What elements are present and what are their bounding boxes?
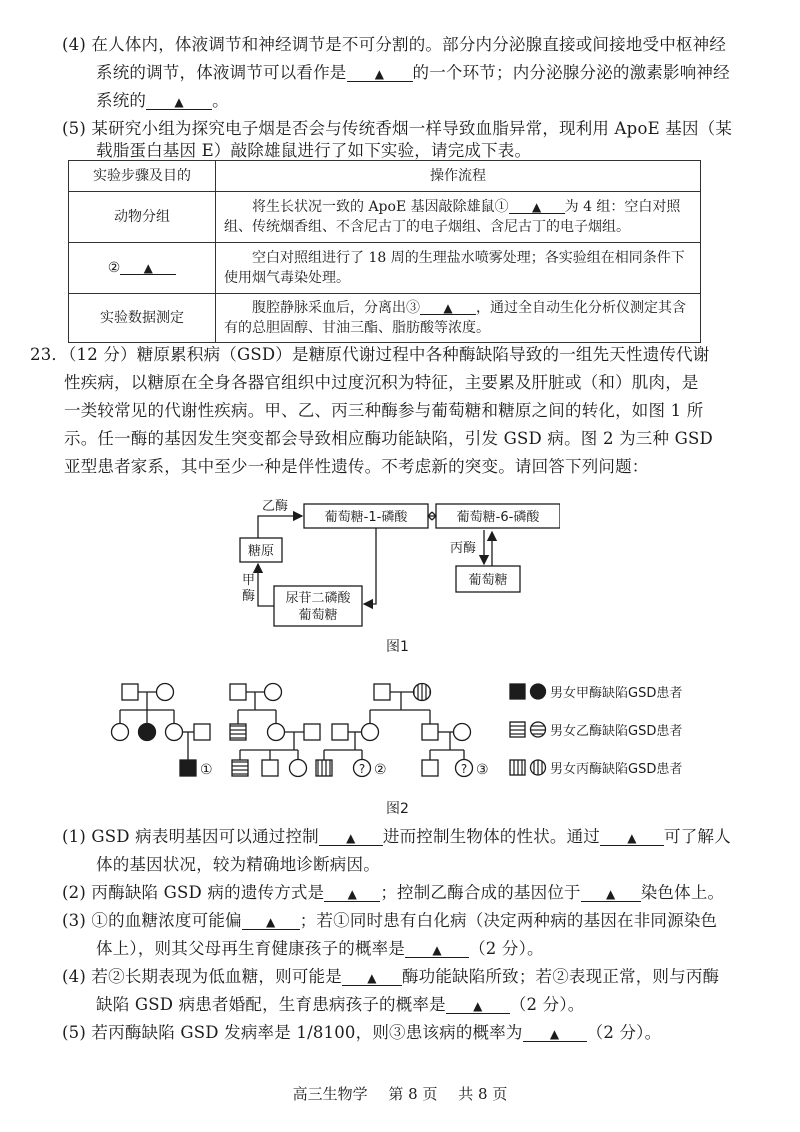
answer-blank[interactable]: ▲ — [146, 90, 212, 110]
q23-intro-line3: 一类较常见的代谢性疾病。甲、乙、丙三种酶参与葡萄糖和糖原之间的转化，如图 1 所 — [64, 401, 704, 420]
male-unaffected — [262, 760, 278, 776]
legend-male-jia — [510, 684, 525, 699]
figure1-caption: 图1 — [386, 639, 409, 655]
figure1-pathway-diagram — [230, 490, 560, 638]
male-unaffected — [122, 684, 138, 700]
q23-intro-line5: 亚型患者家系，其中至少一种是伴性遗传。不考虑新的突变。请回答下列问题： — [64, 457, 649, 476]
page-footer — [0, 1083, 800, 1104]
table-cell-step: 实验数据测定 — [69, 294, 216, 343]
arrow-g1p-to-udpg — [364, 528, 376, 604]
male-yi-affected — [232, 760, 248, 776]
figure2-caption: 图2 — [386, 801, 409, 817]
male-jia-affected-1 — [180, 760, 196, 776]
q23-sub4-line1: (4) 若②长期表现为低血糖，则可能是 ▲ 酶功能缺陷所致；若②表现正常，则与丙酶 — [62, 967, 720, 986]
answer-blank[interactable]: ▲ — [446, 994, 510, 1014]
q23-sub5-line1: (5) 若丙酶缺陷 GSD 发病率是 1/8100，则③患该病的概率为 ▲ （2 分）。 — [62, 1023, 662, 1042]
male-bing-affected — [316, 760, 332, 776]
male-yi-affected — [230, 724, 246, 740]
label-enzyme-jia-1: 甲 — [242, 573, 256, 588]
question-mark-3: ? — [460, 762, 468, 776]
marker-1: ① — [200, 762, 213, 778]
answer-blank[interactable]: ▲ — [600, 826, 664, 846]
female-unaffected — [157, 684, 174, 701]
female-unaffected — [454, 724, 471, 741]
table-row — [69, 192, 701, 243]
legend-female-jia — [531, 684, 546, 699]
figure2-pedigree — [100, 672, 720, 792]
label-glucose: 葡萄糖 — [468, 573, 508, 588]
q23-sub2-line1: (2) 丙酶缺陷 GSD 病的遗传方式是 ▲ ；控制乙酶合成的基因位于 ▲ 染色体上。 — [62, 883, 725, 902]
female-unaffected — [112, 724, 129, 741]
arrow-udpg-to-glycogen — [258, 564, 274, 606]
table-cell-process: 空白对照组进行了 18 周的生理盐水喷雾处理；各实验组在相同条件下使用烟气毒染处理。 — [216, 243, 701, 294]
male-unaffected — [422, 760, 438, 776]
answer-blank[interactable]: ▲ — [509, 197, 565, 214]
male-unaffected — [194, 724, 210, 740]
marker-2: ② — [374, 762, 387, 778]
answer-blank[interactable]: ▲ — [319, 826, 383, 846]
answer-blank[interactable]: ▲ — [242, 910, 300, 930]
label-enzyme-bing: 丙酶 — [450, 541, 477, 556]
label-enzyme-yi: 乙酶 — [262, 499, 289, 514]
female-jia-affected — [139, 724, 156, 741]
female-unaffected — [290, 760, 307, 777]
answer-blank[interactable]: ▲ — [120, 258, 176, 275]
pedigree-legend — [510, 684, 546, 775]
q23-intro-line1: 23．（12 分）糖原累积病（GSD）是糖原代谢过程中各种酶缺陷导致的一组先天性遗传代谢 — [30, 345, 710, 364]
footer-subject: 高三生物学 — [292, 1085, 368, 1103]
label-udpg-2: 葡萄糖 — [298, 608, 338, 623]
q23-sub3-line2: 体上），则其父母再生育健康孩子的概率是 ▲ （2 分）。 — [96, 939, 544, 958]
table-cell-step: ② ▲ — [69, 243, 216, 294]
answer-blank[interactable]: ▲ — [405, 938, 469, 958]
male-unaffected — [332, 724, 348, 740]
answer-blank[interactable]: ▲ — [324, 882, 380, 902]
q22-part4-line2: 系统的调节，体液调节可以看作是 ▲ 的一个环节；内分泌腺分泌的激素影响神经 — [96, 63, 730, 82]
table-cell-process: 将生长状况一致的 ApoE 基因敲除雄鼠① ▲ 为 4 组：空白对照组、传统烟香组、不含尼古丁的电子烟组、含尼古丁的电子烟组。 — [216, 192, 701, 243]
q23-intro-line4: 示。任一酶的基因发生突变都会导致相应酶功能缺陷，引发 GSD 病。图 2 为三种 GSD — [64, 429, 713, 448]
legend-label-jia: 男女甲酶缺陷GSD患者 — [550, 686, 683, 701]
q22-part5-line1: (5) 某研究小组为探究电子烟是否会与传统香烟一样导致血脂异常，现利用 ApoE 基因（某 — [62, 119, 733, 138]
marker-3: ③ — [476, 762, 489, 778]
pedigree-family-2 — [230, 684, 320, 777]
table-header-process: 操作流程 — [216, 161, 701, 192]
legend-female-yi — [531, 722, 546, 737]
label-g6p: 葡萄糖-6-磷酸 — [456, 510, 540, 525]
q22-part4-line1: (4) 在人体内，体液调节和神经调节是不可分割的。部分内分泌腺直接或间接地受中枢神经 — [62, 35, 727, 54]
table-cell-step: 动物分组 — [69, 192, 216, 243]
pedigree-family-1 — [112, 684, 211, 777]
legend-male-bing — [510, 760, 525, 775]
footer-total-pages: 共 8 页 — [458, 1085, 508, 1103]
q22-part5-line2: 载脂蛋白基因 E）敲除雄鼠进行了如下实验，请完成下表。 — [96, 141, 532, 160]
q23-intro-line2: 性疾病，以糖原在全身各器官组织中过度沉积为特征，主要累及肝脏或（和）肌肉，是 — [64, 373, 699, 392]
answer-blank[interactable]: ▲ — [347, 62, 413, 82]
female-unaffected — [268, 724, 285, 741]
table-row — [69, 243, 701, 294]
table-row — [69, 294, 701, 343]
label-enzyme-jia-2: 酶 — [242, 589, 256, 604]
q23-sub3-line1: (3) ①的血糖浓度可能偏 ▲ ；若①同时患有白化病（决定两种病的基因在非同源染色 — [62, 911, 718, 930]
male-unaffected — [374, 684, 390, 700]
arrow-glycogen-to-g1p — [258, 516, 302, 538]
female-unaffected — [265, 684, 282, 701]
label-glycogen: 糖原 — [247, 544, 275, 559]
q22-part4-line3: 系统的 ▲ 。 — [96, 91, 229, 110]
female-bing-affected — [414, 684, 431, 701]
female-unaffected — [166, 724, 183, 741]
q23-sub1-line1: (1) GSD 病表明基因可以通过控制 ▲ 进而控制生物体的性状。通过 ▲ 可了解人 — [62, 827, 731, 846]
question-mark-2: ? — [358, 762, 366, 776]
table-cell-process: 腹腔静脉采血后，分离出③ ▲ ，通过全自动生化分析仪测定其含有的总胆固醇、甘油三酯、脂肪酸等浓度。 — [216, 294, 701, 343]
footer-page-number: 第 8 页 — [388, 1085, 438, 1103]
pedigree-family-3 — [316, 684, 473, 777]
answer-blank[interactable]: ▲ — [581, 882, 641, 902]
legend-label-yi: 男女乙酶缺陷GSD患者 — [550, 724, 683, 739]
label-g1p: 葡萄糖-1-磷酸 — [324, 510, 408, 525]
male-unaffected — [422, 724, 438, 740]
table-header-step: 实验步骤及目的 — [69, 161, 216, 192]
experiment-table — [68, 160, 701, 343]
answer-blank[interactable]: ▲ — [342, 966, 402, 986]
q23-sub1-line2: 体的基因状况，较为精确地诊断病因。 — [96, 855, 380, 874]
answer-blank[interactable]: ▲ — [523, 1022, 587, 1042]
answer-blank[interactable]: ▲ — [420, 298, 476, 315]
q23-sub4-line2: 缺陷 GSD 病患者婚配，生育患病孩子的概率是 ▲ （2 分）。 — [96, 995, 585, 1014]
legend-female-bing — [531, 760, 546, 775]
label-udpg-1: 尿苷二磷酸 — [285, 591, 351, 606]
male-unaffected — [230, 684, 246, 700]
table-header-row — [69, 161, 701, 192]
male-unaffected — [304, 724, 320, 740]
legend-male-yi — [510, 722, 525, 737]
legend-label-bing: 男女丙酶缺陷GSD患者 — [550, 762, 683, 777]
female-unaffected — [362, 724, 379, 741]
